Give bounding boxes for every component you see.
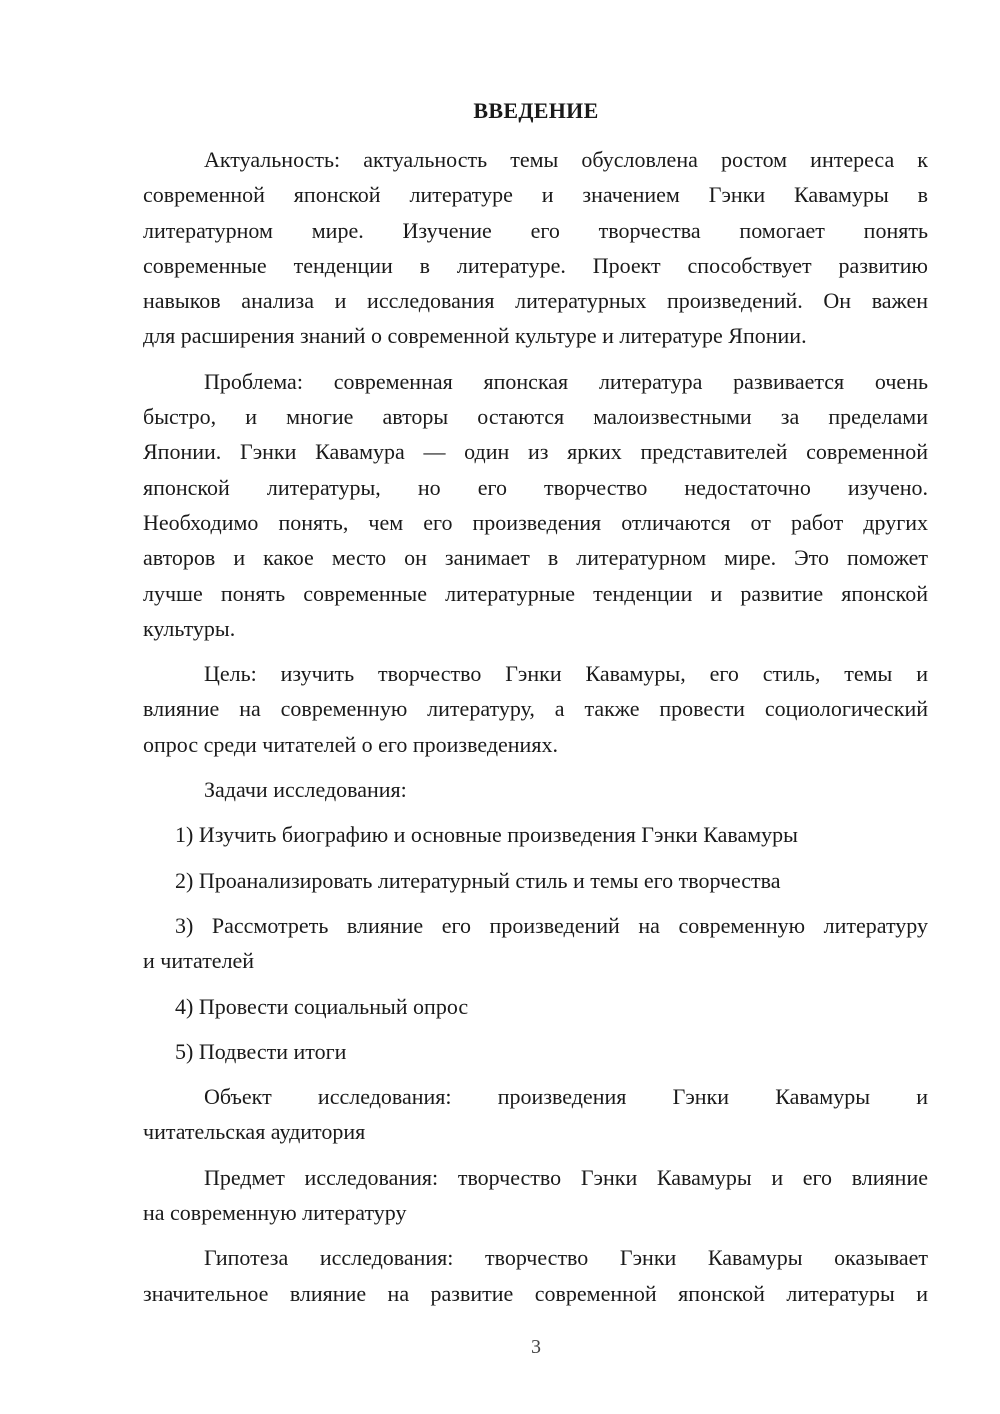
list-item-task-2 <box>143 863 928 898</box>
text-line: современные тенденции в литературе. Проект способствует развитию <box>143 252 928 278</box>
text-line: значительное влияние на развитие современной японской литературы и <box>143 1280 928 1306</box>
text-line: Актуальность: актуальность темы обусловлена ростом интереса к <box>204 147 928 172</box>
text-line: 4) Провести социальный опрос <box>175 993 469 1019</box>
text-line: 3) Рассмотреть влияние его произведений на современную литературу <box>175 912 928 938</box>
list-item-task-3 <box>143 908 928 979</box>
text-line: Необходимо понять, чем его произведения отличаются от работ других <box>143 509 928 535</box>
text-line: быстро, и многие авторы остаются малоизвестными за пределами <box>143 404 928 430</box>
document-body <box>143 142 928 1321</box>
text-line: Проблема: современная японская литература развивается очень <box>204 368 928 394</box>
text-line: японской литературы, но его творчество недостаточно изучено. <box>143 474 928 500</box>
text-line: авторов и какое место он занимает в литературном мире. Это поможет <box>143 545 928 571</box>
text-line: Японии. Гэнки Кавамура — один из ярких представителей современной <box>143 439 928 465</box>
paragraph-relevance <box>143 142 928 354</box>
text-line: Гипотеза исследования: творчество Гэнки Кавамуры оказывает <box>204 1245 928 1271</box>
text-line: 2) Проанализировать литературный стиль и темы его творчества <box>175 867 781 893</box>
text-line: читательская аудитория <box>143 1119 366 1145</box>
text-line: навыков анализа и исследования литературных произведений. Он важен <box>143 288 928 314</box>
text-line: Цель: изучить творчество Гэнки Кавамуры, его стиль, темы и <box>204 661 928 687</box>
text-line: на современную литературу <box>143 1200 407 1226</box>
paragraph-tasks-heading <box>143 772 928 807</box>
text-line: 1) Изучить биографию и основные произведения Гэнки Кавамуры <box>175 822 798 848</box>
paragraph-research-subject <box>143 1160 928 1231</box>
text-line: и читателей <box>143 948 255 974</box>
paragraph-research-object <box>143 1079 928 1150</box>
text-line: 5) Подвести итоги <box>175 1038 347 1064</box>
list-item-task-5 <box>143 1034 928 1069</box>
list-item-task-1 <box>143 817 928 852</box>
text-line: Задачи исследования: <box>204 777 407 803</box>
text-line: литературном мире. Изучение его творчества помогает понять <box>143 217 928 243</box>
text-line: современной японской литературе и значением Гэнки Кавамуры в <box>143 182 928 208</box>
text-line: для расширения знаний о современной культуре и литературе Японии. <box>143 323 807 349</box>
page-title: ВВЕДЕНИЕ <box>473 98 599 123</box>
paragraph-problem <box>143 364 928 646</box>
text-line: влияние на современную литературу, а также провести социологический <box>143 696 928 722</box>
text-line: Объект исследования: произведения Гэнки Кавамуры и <box>204 1084 928 1110</box>
paragraph-hypothesis <box>143 1240 928 1311</box>
page-number: 3 <box>531 1336 541 1358</box>
text-line: Предмет исследования: творчество Гэнки Кавамуры и его влияние <box>204 1164 928 1190</box>
text-line: культуры. <box>143 615 236 641</box>
paragraph-goal <box>143 656 928 762</box>
text-line: опрос среди читателей о его произведениях. <box>143 731 558 757</box>
text-line: лучше понять современные литературные тенденции и развитие японской <box>143 580 928 606</box>
list-item-task-4 <box>143 989 928 1024</box>
